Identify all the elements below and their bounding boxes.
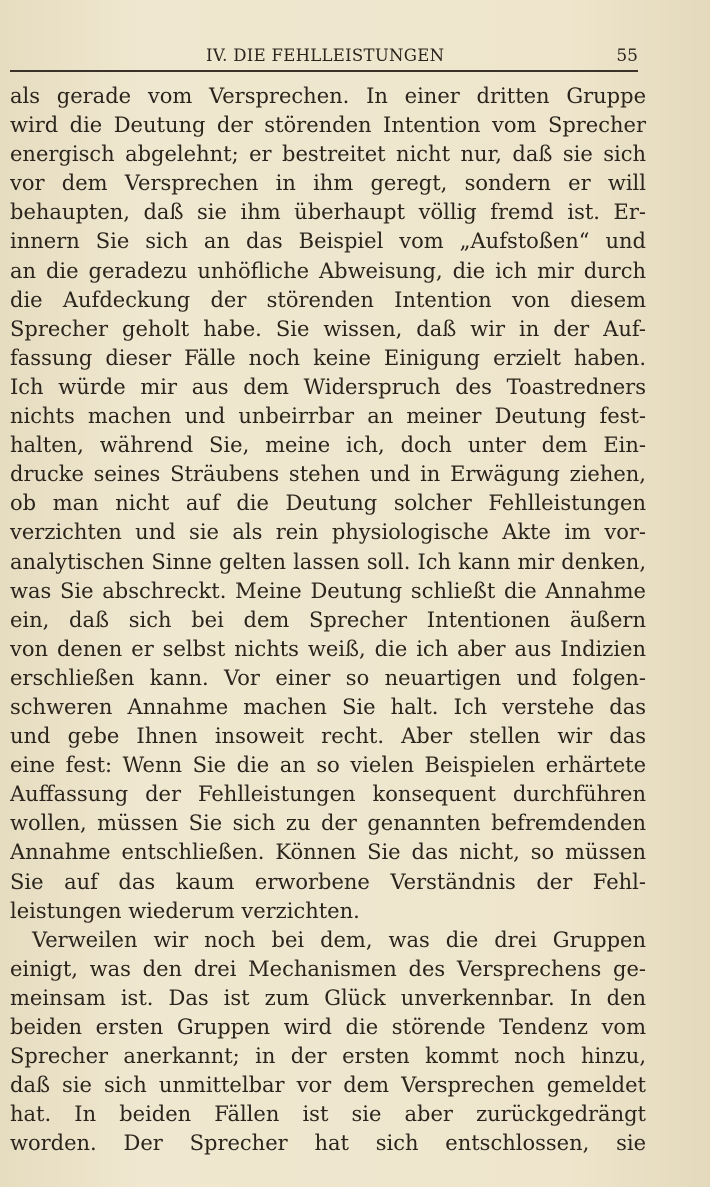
text-line: Ich würde mir aus dem Widerspruch des Toastredners (10, 374, 646, 399)
text-line: wird die Deutung der störenden Intention vom Sprecher (10, 113, 646, 138)
page-number: 55 (616, 46, 638, 66)
running-head: IV. DIE FEHLLEISTUNGEN (206, 46, 445, 65)
text-line: verzichten und sie als rein physiologische Akte im vor- (10, 520, 646, 545)
text-line: halten, während Sie, meine ich, doch unter dem Ein- (10, 433, 646, 458)
text-line: leistungen wiederum verzichten. (10, 898, 360, 923)
text-line: drucke seines Sträubens stehen und in Erwägung ziehen, (10, 462, 646, 487)
text-line: erschließen kann. Vor einer so neuartigen und folgen- (10, 665, 646, 690)
text-line: und gebe Ihnen insoweit recht. Aber stellen wir das (10, 724, 646, 749)
text-line: an die geradezu unhöfliche Abweisung, die ich mir durch (10, 258, 646, 283)
text-line: innern Sie sich an das Beispiel vom „Aufstoßen“ und (10, 229, 646, 254)
paragraph-2 (10, 926, 646, 1159)
text-line: Sprecher geholt habe. Sie wissen, daß wir in der Auf- (10, 316, 646, 341)
paragraph-1 (10, 82, 646, 926)
text-line: ein, daß sich bei dem Sprecher Intentionen äußern (10, 607, 646, 632)
text-line: behaupten, daß sie ihm überhaupt völlig fremd ist. Er- (10, 200, 646, 225)
text-line: Sie auf das kaum erworbene Verständnis der Fehl- (10, 869, 646, 894)
text-line: beiden ersten Gruppen wird die störende Tendenz vom (10, 1015, 646, 1039)
text-line: einigt, was den drei Mechanismen des Versprechens ge- (10, 956, 646, 981)
text-line: analytischen Sinne gelten lassen soll. Ich kann mir denken, (10, 549, 646, 574)
body-text (10, 82, 646, 1158)
text-line: nichts machen und unbeirrbar an meiner Deutung fest- (10, 404, 646, 429)
text-line: von denen er selbst nichts weiß, die ich aber aus Indizien (10, 636, 646, 661)
text-line: hat. In beiden Fällen ist sie aber zurückgedrängt (10, 1102, 646, 1127)
text-line: wollen, müssen Sie sich zu der genannten befremdenden (10, 811, 646, 836)
page-header (10, 44, 638, 72)
text-line: meinsam ist. Das ist zum Glück unverkennbar. In den (10, 985, 646, 1010)
text-line: Sprecher anerkannt; in der ersten kommt noch hinzu, (10, 1044, 646, 1069)
text-line: schweren Annahme machen Sie halt. Ich verstehe das (10, 694, 646, 719)
text-line: ob man nicht auf die Deutung solcher Fehlleistungen (10, 491, 646, 516)
text-line: als gerade vom Versprechen. In einer dritten Gruppe (10, 84, 646, 108)
text-line: die Aufdeckung der störenden Intention von diesem (10, 287, 646, 312)
text-line: Annahme entschließen. Können Sie das nicht, so müssen (10, 840, 646, 865)
text-line: eine fest: Wenn Sie die an so vielen Beispielen erhärtete (10, 753, 646, 778)
text-line: Verweilen wir noch bei dem, was die drei Gruppen (32, 927, 646, 952)
text-line: Auffassung der Fehlleistungen konsequent durchführen (10, 782, 646, 807)
text-line: energisch abgelehnt; er bestreitet nicht nur, daß sie sich (10, 142, 646, 167)
text-line: was Sie abschreckt. Meine Deutung schließt die Annahme (10, 578, 646, 603)
text-line: vor dem Versprechen in ihm geregt, sondern er will (10, 171, 646, 196)
text-line: worden. Der Sprecher hat sich entschlossen, sie (10, 1131, 646, 1156)
text-line: fassung dieser Fälle noch keine Einigung erzielt haben. (10, 345, 646, 370)
text-line: daß sie sich unmittelbar vor dem Versprechen gemeldet (10, 1073, 646, 1098)
